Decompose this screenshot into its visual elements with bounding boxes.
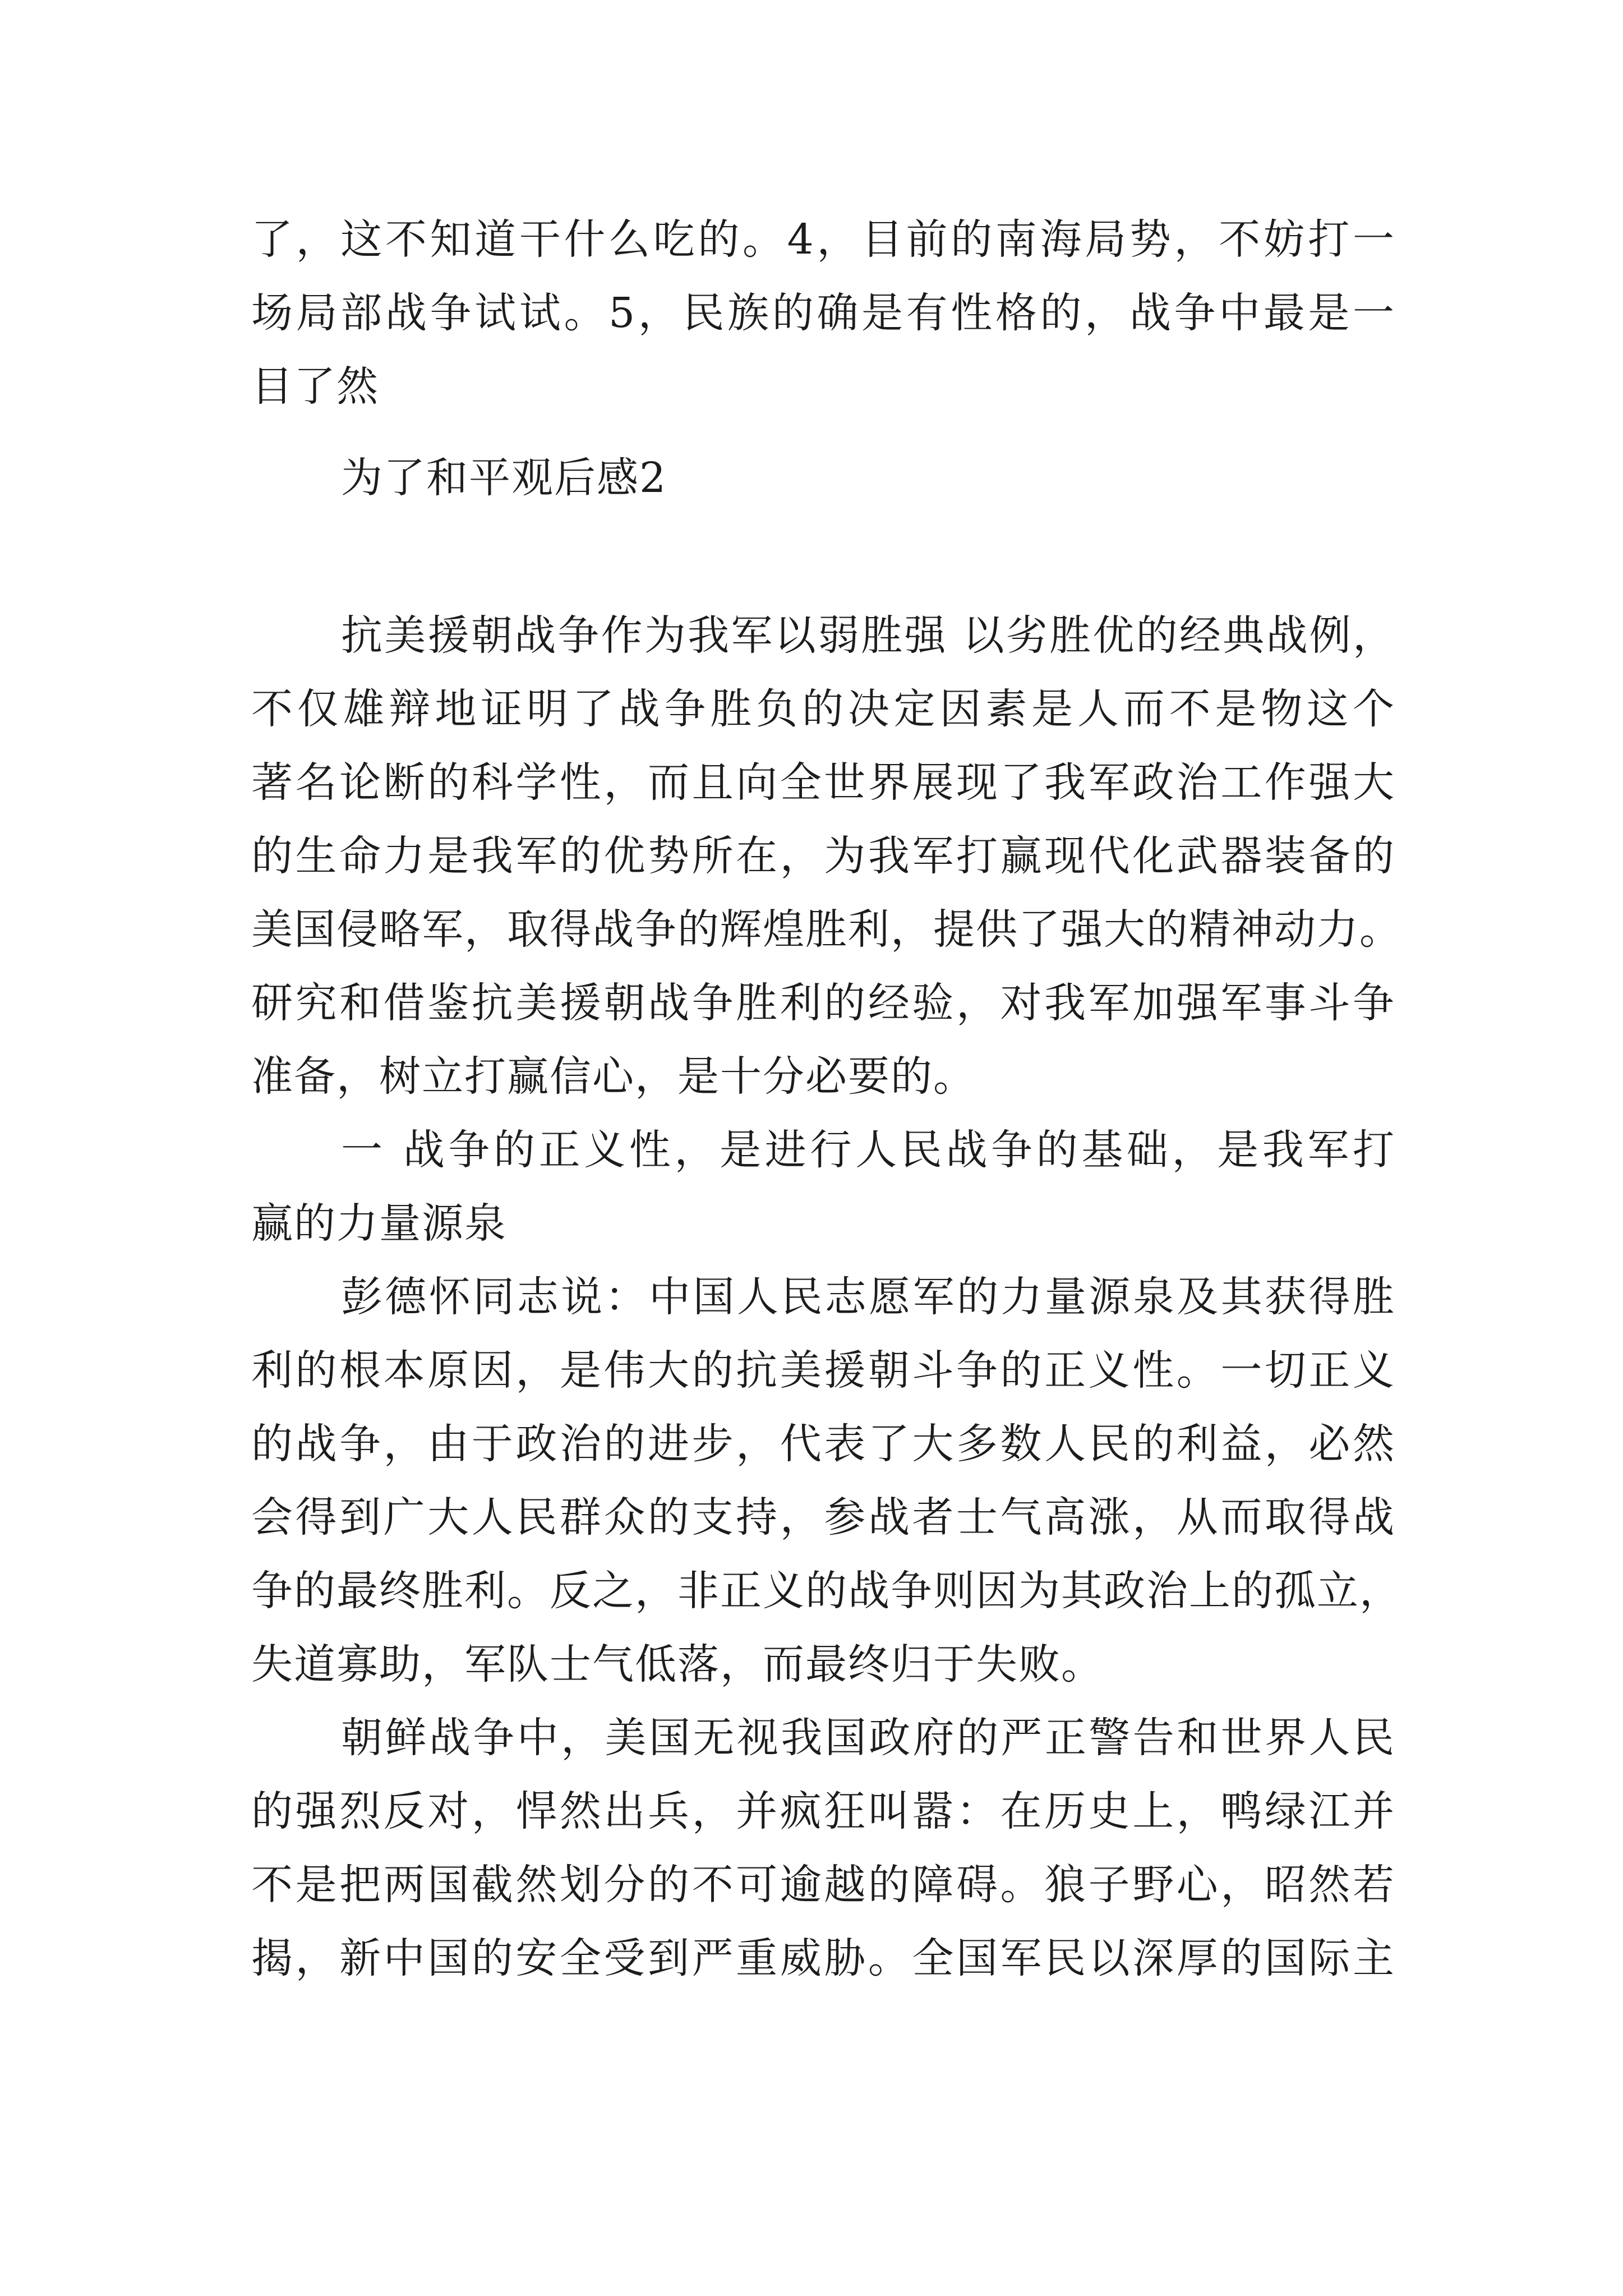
text-line: 彭德怀同志说：中国人民志愿军的力量源泉及其获得胜 (341, 1273, 1395, 1321)
paragraph (251, 599, 1402, 1114)
text-line: 会得到广大人民群众的支持，参战者士气高涨，从而取得战 (251, 1493, 1395, 1542)
text-line: 赢的力量源泉 (251, 1199, 507, 1248)
text-line: 了，这不知道干什么吃的。4，目前的南海局势，不妨打一 (251, 215, 1395, 264)
text-line: 不是把两国截然划分的不可逾越的障碍。狼子野心，昭然若 (251, 1861, 1395, 1909)
section-title (251, 441, 1395, 515)
text-line: 抗美援朝战争作为我军以弱胜强 以劣胜优的经典战例， (341, 611, 1395, 660)
text-line: 准备，树立打赢信心，是十分必要的。 (251, 1052, 976, 1101)
text-line: 争的最终胜利。反之，非正义的战争则因为其政治上的孤立， (251, 1567, 1402, 1615)
text-line: 一 战争的正义性，是进行人民战争的基础，是我军打 (341, 1126, 1395, 1174)
text-line: 场局部战争试试。5，民族的确是有性格的，战争中最是一 (251, 289, 1395, 337)
text-line: 研究和借鉴抗美援朝战争胜利的经验，对我军加强军事斗争 (251, 979, 1395, 1027)
text-line: 的生命力是我军的优势所在，为我军打赢现代化武器装备的 (251, 832, 1395, 880)
text-line: 失道寡助，军队士气低落，而最终归于失败。 (251, 1640, 1104, 1688)
text-line: 的强烈反对，悍然出兵，并疯狂叫嚣：在历史上，鸭绿江并 (251, 1787, 1395, 1835)
continuation-paragraph (251, 203, 1395, 424)
text-line: 不仅雄辩地证明了战争胜负的决定因素是人而不是物这个 (251, 685, 1395, 733)
paragraph (251, 1260, 1402, 1701)
text-line: 著名论断的科学性，而且向全世界展现了我军政治工作强大 (251, 758, 1395, 807)
text-line: 目了然 (251, 362, 379, 411)
section-title-text: 为了和平观后感2 (341, 454, 667, 502)
text-line: 朝鲜战争中，美国无视我国政府的严正警告和世界人民 (341, 1714, 1395, 1762)
text-line: 揭，新中国的安全受到严重威胁。全国军民以深厚的国际主 (251, 1934, 1395, 1982)
text-line: 的战争，由于政治的进步，代表了大多数人民的利益，必然 (251, 1420, 1395, 1468)
paragraph (251, 1114, 1395, 1260)
paragraph (251, 1701, 1395, 1995)
text-line: 美国侵略军，取得战争的辉煌胜利，提供了强大的精神动力。 (251, 905, 1402, 954)
text-line: 利的根本原因，是伟大的抗美援朝斗争的正义性。一切正义 (251, 1346, 1395, 1395)
